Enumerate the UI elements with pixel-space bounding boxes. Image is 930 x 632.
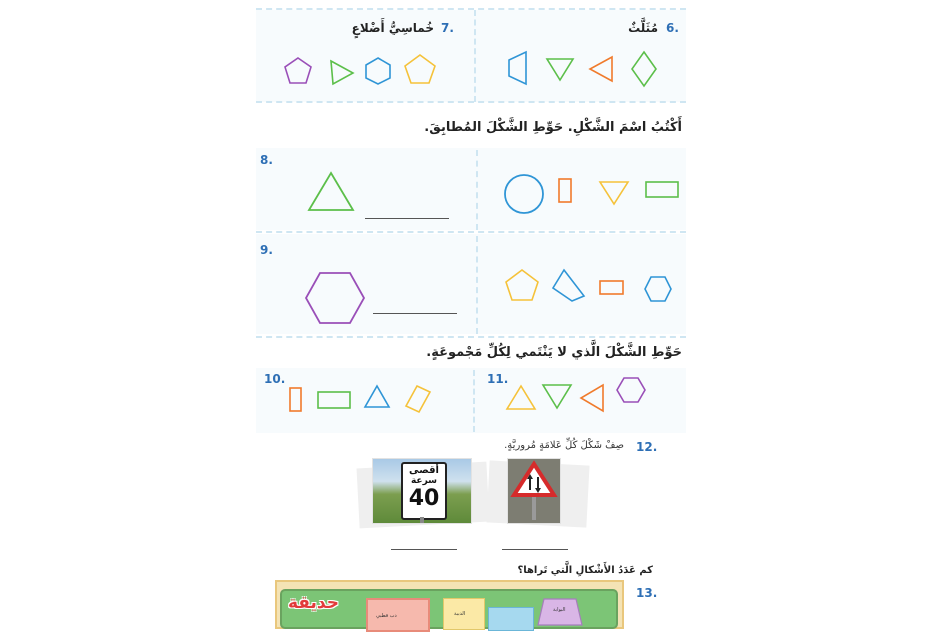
triangle-shape[interactable] [306,170,356,214]
parallelogram-shape[interactable] [403,384,433,414]
hexagon-shape[interactable] [615,376,647,404]
question-number-7: 7. [441,21,454,35]
question-label-12: صِفْ شَكْلَ كُلِّ عَلامَةٍ مُروريَّةٍ. [504,440,624,451]
divider [256,8,686,10]
divider [476,150,478,230]
triangle-shape[interactable] [541,383,573,411]
triangle-shape[interactable] [363,384,391,410]
quadrilateral-shape[interactable] [550,268,588,304]
question-number-13: 13. [636,586,658,600]
answer-blank[interactable] [391,549,457,550]
divider [256,231,686,233]
rectangle-shape[interactable] [598,279,626,297]
rectangle-shape[interactable] [557,177,573,205]
warning-triangle-sign [512,462,556,520]
hexagon-shape[interactable] [303,270,367,326]
question-number-11: 11. [487,372,509,386]
divider [476,236,478,334]
divider [473,370,475,432]
park-label-polar-bear: دب قطبي [376,613,397,619]
question-number-9: 9. [260,243,273,257]
speed-sign-value: 40 [408,486,440,511]
triangle-shape[interactable] [587,54,615,84]
quadrilateral-shape[interactable] [506,50,530,86]
sign-post [420,517,424,523]
instruction-write-shape-name: أَكْتُبُ اسْمَ الشَّكْلِ. حَوِّطِ الشَّكْلَ المُطابِقَ. [424,120,682,135]
divider [256,336,686,338]
circle-shape[interactable] [502,172,546,216]
speed-sign-line1: أقصى [409,465,439,476]
question-number-6: 6. [666,21,679,35]
instruction-circle-odd-shape: حَوِّطِ الشَّكْلَ الَّذي لا يَنْتَمي لِكُلِّ مَجْموعَةٍ. [426,345,682,360]
answer-blank[interactable] [373,313,457,314]
question-number-8: 8. [260,153,273,167]
triangle-shape[interactable] [545,57,575,83]
triangle-shape[interactable] [328,58,356,86]
divider [256,101,686,103]
rectangle-shape[interactable] [288,386,304,414]
triangle-shape[interactable] [505,384,537,412]
question-number-10: 10. [264,372,286,386]
question-number-12: 12. [636,440,658,454]
park-title: حديقة [288,593,339,613]
speed-sign-line2: سرعة [410,476,438,486]
pentagon-shape[interactable] [283,56,313,86]
rectangle-shape[interactable] [316,390,352,410]
pentagon-shape[interactable] [403,53,437,85]
park-label-gate: البوابة [553,607,566,613]
triangle-shape[interactable] [598,180,630,206]
divider [474,10,476,102]
park-label-bears: الدببة [454,611,466,617]
triangle-shape[interactable] [578,382,606,414]
question-label-6: مُثَلَّثٌ [628,21,658,35]
question-label-7: خُماسِيُّ أَضْلاعٍ [351,21,434,35]
speed-limit-sign [401,462,447,520]
pentagon-shape[interactable] [504,268,540,302]
pond-area [488,607,534,631]
answer-blank[interactable] [365,218,449,219]
answer-blank[interactable] [502,549,568,550]
rhombus-shape[interactable] [630,50,658,88]
question-count-shapes: كم عَدَدُ الأَشْكالِ الَّتي تَراها؟ [517,565,653,576]
hexagon-shape[interactable] [643,275,673,303]
hexagon-shape[interactable] [364,56,392,86]
rectangle-shape[interactable] [644,180,680,200]
top-panel [256,10,686,102]
